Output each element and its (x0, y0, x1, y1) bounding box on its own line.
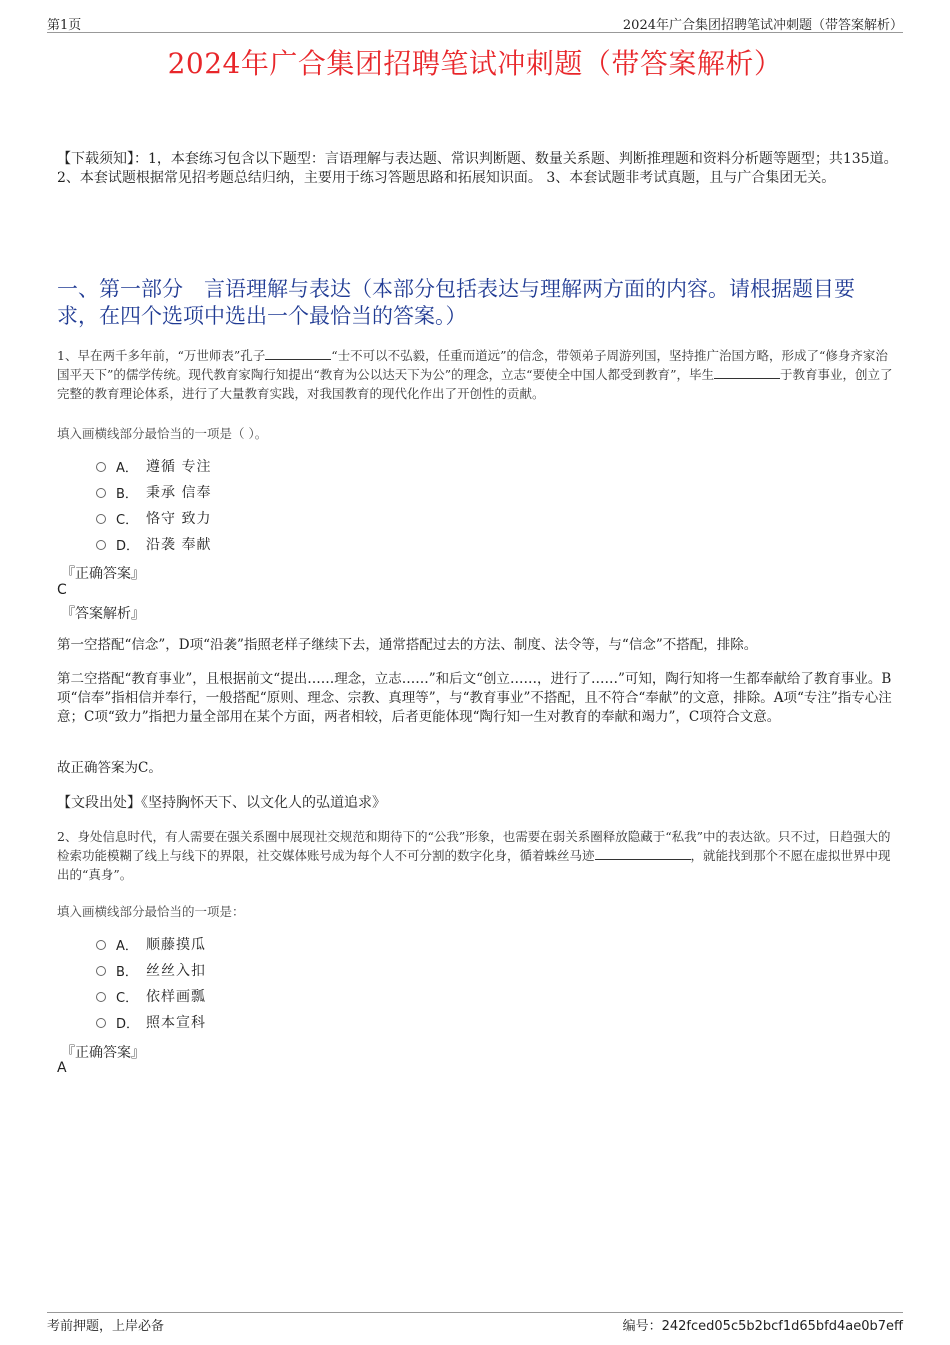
page-footer (47, 1312, 903, 1334)
option-a[interactable]: A． 顺藤摸瓜 (96, 931, 206, 957)
document-title: 2024年广合集团招聘笔试冲刺题（带答案解析） (167, 47, 783, 80)
analysis-conclusion: 故正确答案为C。 (57, 760, 162, 776)
question-2-options (96, 931, 206, 1035)
correct-answer-label: 『正确答案』 (61, 1045, 145, 1061)
correct-answer-label: 『正确答案』 (61, 566, 145, 582)
analysis-label: 『答案解析』 (61, 606, 145, 622)
page-header (47, 14, 903, 33)
analysis-paragraph: 第二空搭配“教育事业”，且根据前文“提出……理念，立志……”和后文“创立……，进行了……”可知，陶行知将一生都奉献给了教育事业。B项“信奉”指相信并奉行，一般搭配“原则、理念、宗教、真理等”，与“教育事业”不搭配，且不符合“奉献”的文意，排除。A项“专注”指专心注意；C项“致力”指把力量全部用在某个方面，两者相较，后者更能体现“陶行知一生对教育的奉献和竭力”，C项符合文意。 (57, 671, 892, 725)
option-b[interactable]: B． 秉承 信奉 (96, 479, 211, 505)
correct-answer: C (57, 582, 67, 598)
radio-icon[interactable] (96, 1018, 106, 1028)
passage-source: 【文段出处】《坚持胸怀天下、以文化人的弘道追求》 (57, 795, 386, 811)
header-doc-title: 2024年广合集团招聘笔试冲刺题（带答案解析） (622, 18, 903, 33)
section-heading: 一、第一部分 言语理解与表达（本部分包括表达与理解两方面的内容。请根据题目要求，在四个选项中选出一个最恰当的答案。） (57, 277, 855, 328)
footer-slogan: 考前押题，上岸必备 (47, 1319, 165, 1334)
question-1-options (96, 453, 211, 557)
radio-icon[interactable] (96, 966, 106, 976)
question-1-text: 1、早在两千多年前，“万世师表”孔子 “士不可以不弘毅，任重而道远”的信念，带领弟子周游列国，坚持推广治国方略，形成了“修身齐家治国平天下”的儒学传统。现代教育家陶行知提出“教育为公以达天下为公”的理念，立志“要使全中国人都受到教育”，毕生 于教育事业，创立了完整的教育理论体系，进行了大量教育实践，对我国教育的现代化作出了开创性的贡献。 (57, 348, 893, 401)
option-c[interactable]: C． 恪守 致力 (96, 505, 211, 531)
option-c[interactable]: C． 依样画瓢 (96, 983, 206, 1009)
blank-1 (595, 847, 691, 860)
radio-icon[interactable] (96, 488, 106, 498)
radio-icon[interactable] (96, 462, 106, 472)
question-2-text: 2、身处信息时代，有人需要在强关系圈中展现社交规范和期待下的“公我”形象，也需要在弱关系圈释放隐藏于“私我”中的表达欲。只不过，日趋强大的检索功能模糊了线上与线下的界限，社交媒体账号成为每个人不可分割的数字化身，循着蛛丝马迹 ，就能找到那个不愿在虚拟世界中现出的“真身”。 (57, 829, 891, 882)
blank-2 (714, 366, 780, 379)
option-d[interactable]: D． 照本宣科 (96, 1009, 206, 1035)
serial-code: 242fced05c5b2bcf1d65bfd4ae0b7eff (661, 1319, 903, 1334)
radio-icon[interactable] (96, 540, 106, 550)
option-b[interactable]: B． 丝丝入扣 (96, 957, 206, 983)
radio-icon[interactable] (96, 992, 106, 1002)
blank-1 (265, 347, 331, 360)
analysis-paragraph: 第一空搭配“信念”，D项“沿袭”指照老样子继续下去，通常搭配过去的方法、制度、法令等，与“信念”不搭配，排除。 (57, 637, 758, 653)
option-d[interactable]: D． 沿袭 奉献 (96, 531, 211, 557)
radio-icon[interactable] (96, 940, 106, 950)
question-1-prompt: 填入画横线部分最恰当的一项是（ ）。 (57, 426, 268, 441)
question-2-prompt: 填入画横线部分最恰当的一项是： (57, 904, 245, 919)
option-a[interactable]: A． 遵循 专注 (96, 453, 211, 479)
radio-icon[interactable] (96, 514, 106, 524)
footer-serial: 编号：242fced05c5b2bcf1d65bfd4ae0b7eff (622, 1319, 903, 1334)
page-number: 第1页 (47, 18, 82, 33)
download-notice: 【下载须知】：1，本套练习包含以下题型：言语理解与表达题、常识判断题、数量关系题、判断推理题和资料分析题等题型；共135道。 2、本套试题根据常见招考题总结归纳，主要用于练习答题思路和拓展知识面。 3、本套试题非考试真题，且与广合集团无关。 (57, 151, 898, 186)
correct-answer: A (57, 1060, 67, 1076)
